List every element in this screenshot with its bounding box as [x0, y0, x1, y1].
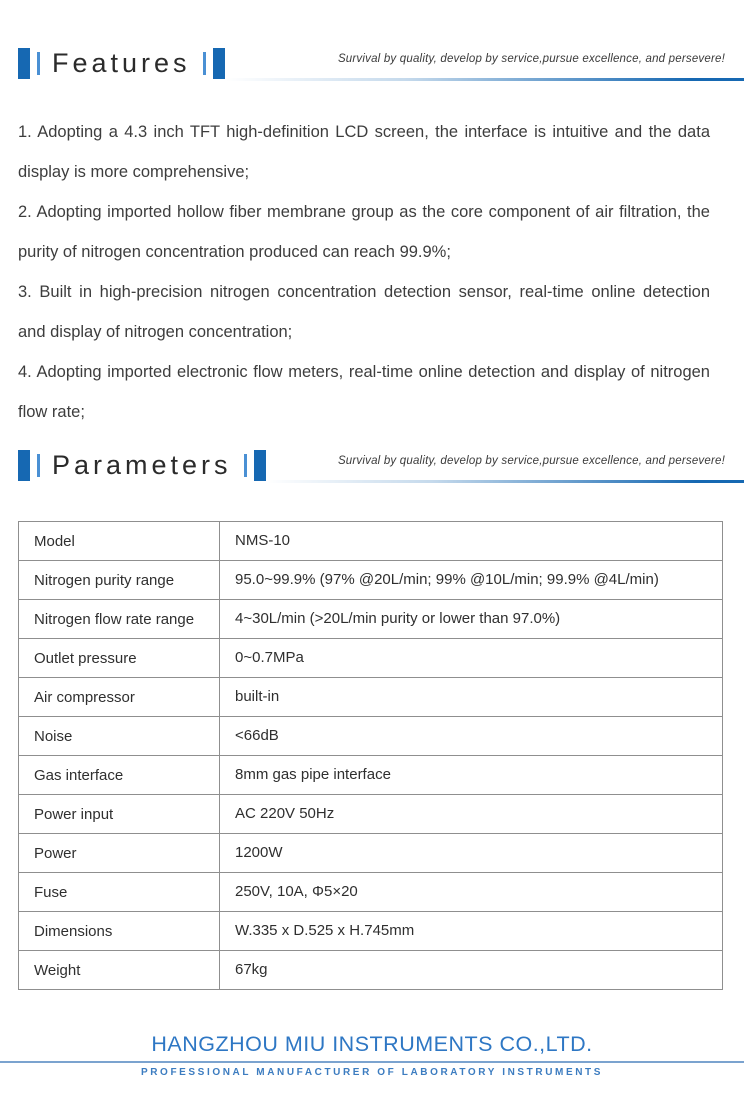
spec-label: Fuse [19, 873, 220, 912]
spec-value-text: 4~30L/min (>20L/min purity or lower than 97.0%) [235, 609, 561, 627]
table-row [19, 561, 723, 600]
accent-bar-thick [254, 450, 266, 481]
table-row [19, 600, 723, 639]
spec-value-text: W.335 x D.525 x H.745mm [235, 921, 415, 939]
parameters-tagline: Survival by quality, develop by service,pursue excellence, and persevere! [337, 455, 725, 467]
spec-value [220, 912, 723, 951]
spec-label: Nitrogen flow rate range [19, 600, 220, 639]
parameters-table [18, 521, 723, 990]
spec-value [220, 639, 723, 678]
spec-value [220, 678, 723, 717]
spec-value-text: <66dB [235, 726, 279, 744]
spec-value [220, 600, 723, 639]
features-header-right [225, 48, 744, 81]
spec-label: Power [19, 834, 220, 873]
company-name: HANGZHOU MIU INSTRUMENTS CO.,LTD. [151, 1032, 593, 1056]
table-row [19, 756, 723, 795]
gradient-rule [266, 480, 744, 483]
footer-rule [0, 1061, 744, 1063]
gradient-rule [225, 78, 744, 81]
spec-value [220, 795, 723, 834]
spec-value [220, 717, 723, 756]
spec-label: Air compressor [19, 678, 220, 717]
spec-value-text: 8mm gas pipe interface [235, 765, 391, 783]
spec-value-text: 1200W [235, 843, 283, 861]
spec-value-text: 250V, 10A, Φ5×20 [235, 882, 358, 900]
spec-value [220, 561, 723, 600]
table-row [19, 873, 723, 912]
table-row [19, 834, 723, 873]
spec-label: Noise [19, 717, 220, 756]
spec-value-text: built-in [235, 687, 280, 705]
spec-label: Gas interface [19, 756, 220, 795]
accent-bar-thick [18, 450, 30, 481]
parameters-header-right [266, 450, 744, 483]
features-title: Features [52, 48, 191, 78]
accent-bar-thin [37, 52, 40, 75]
table-row [19, 912, 723, 951]
accent-bar-thick [18, 48, 30, 79]
accent-bar-thin [37, 454, 40, 477]
spec-value-text: 0~0.7MPa [235, 648, 304, 666]
spec-label: Power input [19, 795, 220, 834]
spec-value [220, 951, 723, 990]
features-list [18, 112, 710, 432]
spec-value-text: AC 220V 50Hz [235, 804, 335, 822]
spec-label: Outlet pressure [19, 639, 220, 678]
parameters-table-body [19, 522, 723, 990]
spec-value [220, 834, 723, 873]
spec-value [220, 522, 723, 561]
footer [0, 1030, 744, 1078]
spec-label: Dimensions [19, 912, 220, 951]
spec-value-text: 67kg [235, 960, 268, 978]
feature-item: 2. Adopting imported hollow fiber membrane group as the core component of air filtration, the purity of nitrogen concentration produced can reach 99.9%; [18, 203, 710, 261]
table-row [19, 639, 723, 678]
feature-item: 1. Adopting a 4.3 inch TFT high-definition LCD screen, the interface is intuitive and the data display is more comprehensive; [18, 123, 710, 181]
feature-item: 4. Adopting imported electronic flow meters, real-time online detection and display of nitrogen flow rate; [18, 363, 710, 421]
spec-label: Nitrogen purity range [19, 561, 220, 600]
spec-label: Model [19, 522, 220, 561]
feature-item: 3. Built in high-precision nitrogen concentration detection sensor, real-time online detection and display of nitrogen concentration; [18, 283, 710, 341]
accent-bar-thin [203, 52, 206, 75]
features-tagline: Survival by quality, develop by service,pursue excellence, and persevere! [337, 53, 725, 65]
parameters-title: Parameters [52, 450, 232, 480]
table-row [19, 522, 723, 561]
table-row [19, 951, 723, 990]
accent-bar-thick [213, 48, 225, 79]
table-row [19, 795, 723, 834]
parameters-section-header [18, 450, 744, 483]
spec-value-text: NMS-10 [235, 531, 291, 549]
spec-value [220, 873, 723, 912]
spec-value-text: 95.0~99.9% (97% @20L/min; 99% @10L/min; 99.9% @4L/min) [235, 570, 659, 588]
accent-bar-thin [244, 454, 247, 477]
footer-subtitle: PROFESSIONAL MANUFACTURER OF LABORATORY INSTRUMENTS [140, 1067, 604, 1078]
table-row [19, 678, 723, 717]
spec-label: Weight [19, 951, 220, 990]
table-row [19, 717, 723, 756]
spec-value [220, 756, 723, 795]
features-section-header [18, 48, 744, 81]
